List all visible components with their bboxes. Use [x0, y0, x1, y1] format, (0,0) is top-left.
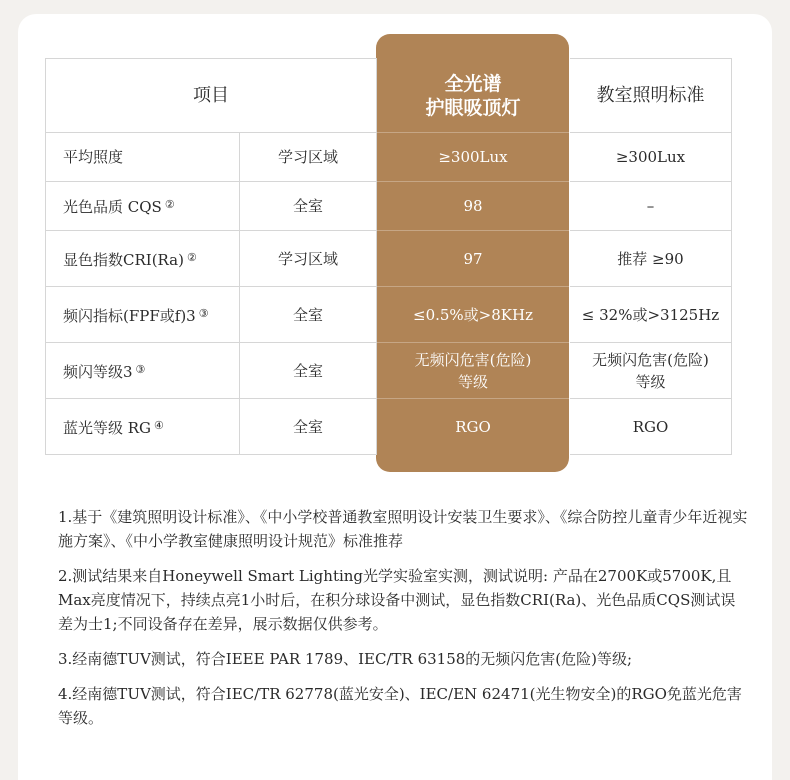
row-scope: 全室: [240, 343, 377, 399]
row-scope: 全室: [240, 182, 377, 231]
row-standard-value: –: [570, 182, 732, 231]
row-standard-value: 无频闪危害(危险) 等级: [570, 343, 732, 399]
header-item: 项目: [46, 59, 377, 133]
row-standard-value: ≤ 32%或>3125Hz: [570, 287, 732, 343]
row-label: 显色指数CRI(Ra) ②: [46, 231, 240, 287]
footnote-marker: ②: [186, 250, 197, 264]
footnote-4: 4.经南德TUV测试，符合IEC/TR 62778(蓝光安全)、IEC/EN 62471(光生物安全)的RGO免蓝光危害等级。: [58, 685, 742, 727]
footnote-3: 3.经南德TUV测试，符合IEEE PAR 1789、IEC/TR 63158的无频闪危害(危险)等级;: [58, 650, 633, 668]
table-row: [46, 231, 732, 287]
row-product-value: 无频闪危害(危险) 等级: [414, 350, 532, 391]
row-scope: 学习区域: [240, 133, 377, 182]
row-product-value: RGO: [455, 417, 491, 436]
row-standard-value: ≥300Lux: [570, 133, 732, 182]
row-product-value: ≤0.5%或>8KHz: [413, 305, 533, 324]
table-row: [46, 399, 732, 455]
row-scope: 学习区域: [240, 231, 377, 287]
footnote-2: 2.测试结果来自Honeywell Smart Lighting光学实验室实测，测试说明: 产品在2700K或5700K,且Max亮度情况下，持续点亮1小时后，在积分球设备中测试，显色指数CRI(Ra)、光色品质CQS测试误差为士1;不同设备存在差异，展示数据仅供参考。: [58, 567, 736, 633]
header-product-line1: 全光谱: [444, 72, 502, 95]
header-product-line2: 护眼吸顶灯: [425, 96, 521, 119]
comparison-table: [45, 58, 732, 455]
table-row: [46, 182, 732, 231]
footnote-marker: ③: [198, 306, 209, 320]
footnote-marker: ④: [154, 418, 164, 432]
row-label: 频闪指标(FPF或f)3 ③: [46, 287, 240, 343]
row-scope: 全室: [240, 287, 377, 343]
row-standard-value: 推荐 ≥90: [570, 231, 732, 287]
row-label: 蓝光等级 RG ④: [46, 399, 240, 455]
row-standard-value: RGO: [570, 399, 732, 455]
footnote-marker: ②: [164, 198, 175, 211]
row-product-value: 97: [463, 249, 483, 268]
table-row: [46, 133, 732, 182]
row-scope: 全室: [240, 399, 377, 455]
row-label: 光色品质 CQS ②: [46, 182, 240, 231]
row-product-value: 98: [463, 197, 483, 215]
table-header-row: [46, 59, 732, 133]
row-label: 平均照度: [46, 133, 240, 182]
table-row: [46, 343, 732, 399]
footnotes: [58, 505, 750, 741]
header-product: [377, 59, 570, 133]
footnote-marker: ③: [135, 362, 146, 376]
row-product-value: ≥300Lux: [438, 148, 508, 166]
header-standard: 教室照明标准: [570, 59, 732, 133]
table-row: [46, 287, 732, 343]
row-label: 频闪等级3 ③: [46, 343, 240, 399]
footnote-1: 1.基于《建筑照明设计标准》、《中小学校普通教室照明设计安装卫生要求》、《综合防控儿童青少年近视实施方案》、《中小学教室健康照明设计规范》标准推荐: [58, 508, 748, 550]
